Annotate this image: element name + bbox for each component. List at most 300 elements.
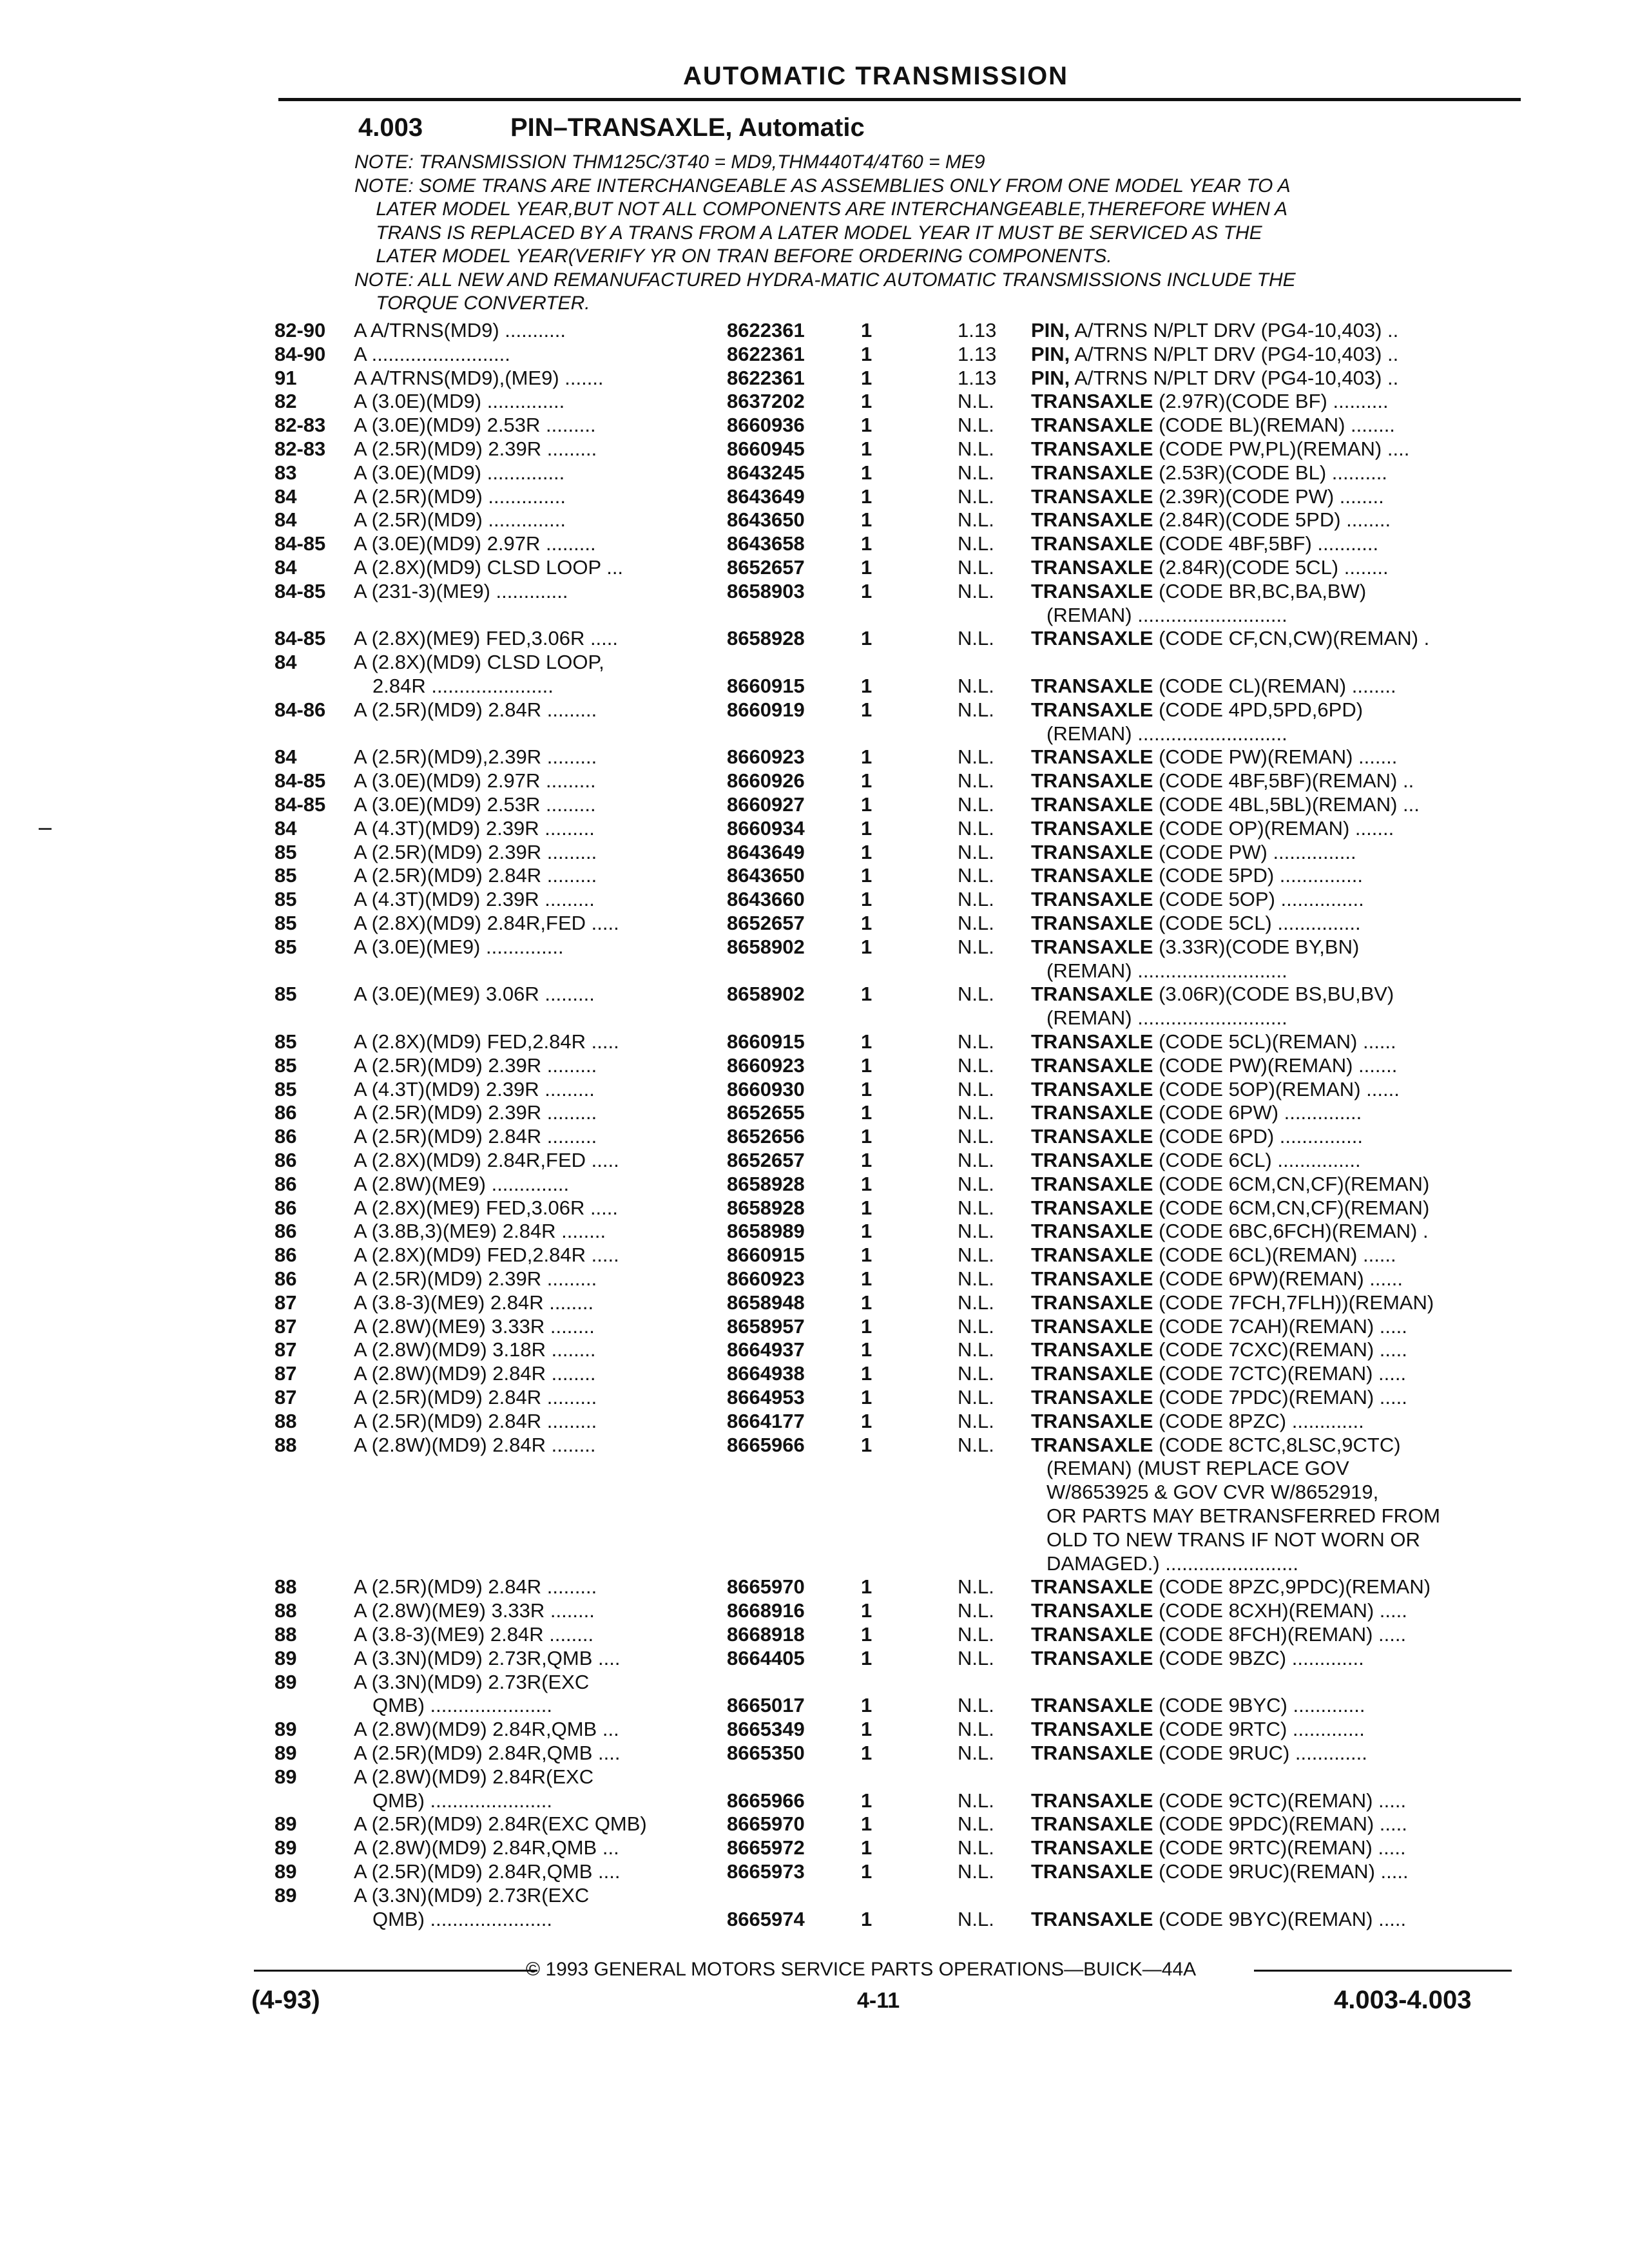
part-name-bold: TRANSAXLE: [1031, 794, 1153, 816]
part-name-detail: (2.84R)(CODE 5PD) ........: [1153, 509, 1391, 532]
model-year: 87: [275, 1291, 297, 1314]
part-name-bold: TRANSAXLE: [1031, 1387, 1153, 1408]
price: N.L.: [958, 1409, 994, 1432]
part-name-bold: TRANSAXLE: [1031, 438, 1153, 460]
part-name-bold: TRANSAXLE: [1031, 1291, 1153, 1314]
application-desc: A (4.3T)(MD9) 2.39R .........: [354, 889, 595, 911]
part-name-detail: A/TRNS N/PLT DRV (PG4-10,403) ..: [1070, 343, 1399, 365]
model-year: 86: [275, 1244, 297, 1267]
part-name-detail: (CODE 5CL)(REMAN) ......: [1153, 1031, 1396, 1053]
part-name: [1031, 390, 1501, 412]
model-year: 88: [275, 1433, 297, 1456]
part-name: [1031, 1079, 1501, 1100]
part-name-detail: (CODE 4BL,5BL)(REMAN) ...: [1153, 794, 1420, 816]
part-name-cont: (REMAN) (MUST REPLACE GOV: [1046, 1457, 1349, 1480]
model-year: 85: [275, 840, 297, 863]
part-name-bold: TRANSAXLE: [1031, 1268, 1153, 1290]
part-name-bold: TRANSAXLE: [1031, 1624, 1153, 1646]
part-number: 8660923: [727, 1267, 805, 1290]
part-number: 8664405: [727, 1646, 805, 1669]
model-year: 84-86: [275, 698, 326, 721]
part-name-detail: (CODE CL)(REMAN) ........: [1153, 675, 1396, 697]
model-year: 82-83: [275, 437, 326, 460]
part-name: [1031, 1316, 1501, 1338]
quantity: 1: [861, 1030, 872, 1053]
part-name-detail: (CODE 5OP)(REMAN) ......: [1153, 1078, 1400, 1100]
price: N.L.: [958, 485, 994, 508]
price: N.L.: [958, 556, 994, 579]
part-number: 8668918: [727, 1623, 805, 1646]
model-year: 89: [275, 1646, 297, 1669]
quantity: 1: [861, 1101, 872, 1124]
price: N.L.: [958, 1030, 994, 1053]
part-name: [1031, 486, 1501, 508]
part-name: [1031, 414, 1501, 436]
part-number: 8658928: [727, 627, 805, 650]
quantity: 1: [861, 1409, 872, 1432]
application-desc: A (2.5R)(MD9) ..............: [354, 509, 566, 532]
price: N.L.: [958, 1907, 994, 1930]
price: N.L.: [958, 1314, 994, 1338]
part-name: [1031, 1718, 1501, 1740]
application-desc: A (2.8X)(MD9) 2.84R,FED .....: [354, 912, 619, 934]
part-name: [1031, 936, 1501, 958]
part-name-detail: (CODE 8CTC,8LSC,9CTC): [1153, 1434, 1401, 1456]
model-year: 84-85: [275, 793, 326, 816]
note: NOTE: TRANSMISSION THM125C/3T40 = MD9,THM440T4/4T60 = ME9: [354, 151, 985, 173]
part-number: 8665973: [727, 1860, 805, 1883]
part-name-detail: (CODE 4BF,5BF)(REMAN) ..: [1153, 770, 1414, 793]
application-desc: A (2.8X)(MD9) FED,2.84R .....: [354, 1031, 619, 1053]
model-year: 86: [275, 1149, 297, 1171]
application-desc: A (2.8W)(ME9) 3.33R ........: [354, 1315, 595, 1338]
model-year: 84: [275, 816, 297, 840]
part-name: [1031, 462, 1501, 484]
part-name-detail: (CODE 8PZC,9PDC)(REMAN): [1153, 1576, 1431, 1599]
part-name: [1031, 1126, 1501, 1148]
quantity: 1: [861, 1575, 872, 1599]
part-number: 8622361: [727, 319, 805, 341]
price: N.L.: [958, 983, 994, 1006]
part-name-bold: TRANSAXLE: [1031, 1718, 1153, 1741]
application-desc: A .........................: [354, 343, 510, 365]
part-name: [1031, 1339, 1501, 1361]
price: N.L.: [958, 1575, 994, 1599]
part-number: 8664938: [727, 1362, 805, 1385]
quantity: 1: [861, 1267, 872, 1290]
part-name-cont: OR PARTS MAY BETRANSFERRED FROM: [1046, 1504, 1440, 1527]
footer-date-code: (4-93): [251, 1986, 320, 2014]
price: N.L.: [958, 912, 994, 934]
footer-rule-left: [254, 1970, 537, 1972]
part-name-detail: (CODE 9BZC) .............: [1153, 1647, 1364, 1669]
part-name-bold: TRANSAXLE: [1031, 1600, 1153, 1622]
part-number: 8660915: [727, 674, 805, 697]
part-number: 8643650: [727, 508, 805, 532]
quantity: 1: [861, 461, 872, 484]
quantity: 1: [861, 1125, 872, 1148]
quantity: 1: [861, 1362, 872, 1385]
model-year: 82-90: [275, 319, 326, 341]
price: N.L.: [958, 698, 994, 721]
part-number: 8660934: [727, 816, 805, 840]
part-number: 8622361: [727, 366, 805, 389]
part-name-bold: TRANSAXLE: [1031, 1149, 1153, 1171]
part-name-bold: TRANSAXLE: [1031, 509, 1153, 532]
price: N.L.: [958, 864, 994, 887]
part-name-bold: TRANSAXLE: [1031, 1363, 1153, 1385]
application-desc: A (3.0E)(ME9) 3.06R .........: [354, 983, 595, 1006]
part-name-bold: TRANSAXLE: [1031, 1742, 1153, 1764]
application-desc: A (2.5R)(MD9) 2.39R .........: [354, 1268, 597, 1290]
model-year: 86: [275, 1172, 297, 1195]
part-name: [1031, 983, 1501, 1005]
application-desc: A (4.3T)(MD9) 2.39R .........: [354, 817, 595, 840]
footer-rule-right: [1254, 1970, 1512, 1972]
application-desc: A (2.5R)(MD9) ..............: [354, 485, 566, 508]
footer-section-range: 4.003-4.003: [1334, 1986, 1472, 2014]
quantity: 1: [861, 793, 872, 816]
price: N.L.: [958, 508, 994, 532]
price: N.L.: [958, 935, 994, 958]
part-name-detail: (CODE 4BF,5BF) ...........: [1153, 533, 1379, 555]
part-number: 8660945: [727, 437, 805, 460]
part-name-bold: TRANSAXLE: [1031, 461, 1153, 484]
application-desc: A (2.8W)(MD9) 2.84R ........: [354, 1363, 596, 1385]
quantity: 1: [861, 912, 872, 934]
part-number: 8658957: [727, 1314, 805, 1338]
quantity: 1: [861, 864, 872, 887]
part-name-bold: TRANSAXLE: [1031, 1054, 1153, 1077]
model-year: 87: [275, 1338, 297, 1361]
part-name-detail: (CODE 9PDC)(REMAN) .....: [1153, 1813, 1407, 1836]
part-name-bold: TRANSAXLE: [1031, 1576, 1153, 1599]
part-name-detail: (CODE 8PZC) .............: [1153, 1410, 1364, 1432]
part-name-detail: (CODE PW,PL)(REMAN) ....: [1153, 438, 1410, 460]
quantity: 1: [861, 1623, 872, 1646]
part-name-bold: TRANSAXLE: [1031, 1220, 1153, 1243]
application-desc: A (2.8X)(ME9) FED,3.06R .....: [354, 628, 619, 650]
part-number: 8665966: [727, 1789, 805, 1812]
part-number: 8668916: [727, 1599, 805, 1622]
application-desc-cont: QMB) ......................: [372, 1908, 553, 1930]
part-name-detail: (CODE 7CXC)(REMAN) .....: [1153, 1339, 1407, 1361]
part-name-bold: TRANSAXLE: [1031, 1244, 1153, 1267]
part-name-bold: TRANSAXLE: [1031, 414, 1153, 437]
application-desc: A (2.8X)(MD9) CLSD LOOP ...: [354, 557, 624, 579]
footer-page-number: 4-11: [857, 1988, 900, 2013]
part-name-bold: TRANSAXLE: [1031, 912, 1153, 934]
price: N.L.: [958, 1077, 994, 1100]
application-desc: A A/TRNS(MD9) ...........: [354, 320, 566, 341]
part-number: 8643650: [727, 864, 805, 887]
part-name: [1031, 1387, 1501, 1408]
section-number: 4.003: [358, 113, 423, 142]
price: N.L.: [958, 1244, 994, 1267]
price: N.L.: [958, 1196, 994, 1219]
part-name-bold: TRANSAXLE: [1031, 557, 1153, 579]
part-number: 8660930: [727, 1077, 805, 1100]
model-year: 84-85: [275, 769, 326, 793]
part-name: [1031, 581, 1501, 602]
part-name-detail: (CODE 9RTC)(REMAN) .....: [1153, 1837, 1406, 1860]
part-number: 8665349: [727, 1718, 805, 1741]
price: N.L.: [958, 793, 994, 816]
application-desc: A (2.8X)(MD9) CLSD LOOP,: [354, 651, 604, 674]
part-name-detail: (CODE 6CL) ...............: [1153, 1149, 1361, 1171]
part-name-detail: (3.06R)(CODE BS,BU,BV): [1153, 983, 1394, 1006]
model-year: 85: [275, 1077, 297, 1100]
model-year: 88: [275, 1409, 297, 1432]
model-year: 85: [275, 983, 297, 1006]
part-name: [1031, 746, 1501, 768]
part-name-bold: TRANSAXLE: [1031, 1908, 1153, 1930]
part-number: 8622361: [727, 342, 805, 365]
page-header-title: AUTOMATIC TRANSMISSION: [683, 62, 1069, 90]
part-number: 8664177: [727, 1409, 805, 1432]
price: N.L.: [958, 1694, 994, 1717]
part-name-bold: TRANSAXLE: [1031, 1695, 1153, 1717]
part-name-detail: A/TRNS N/PLT DRV (PG4-10,403) ..: [1070, 320, 1399, 341]
price: 1.13: [958, 319, 997, 341]
part-number: 8665966: [727, 1433, 805, 1456]
application-desc: A (2.8W)(MD9) 2.84R,QMB ...: [354, 1718, 619, 1741]
part-name: [1031, 1861, 1501, 1883]
model-year: 86: [275, 1101, 297, 1124]
quantity: 1: [861, 1220, 872, 1243]
model-year: 85: [275, 912, 297, 934]
part-number: 8665970: [727, 1575, 805, 1599]
application-desc: A (3.3N)(MD9) 2.73R,QMB ....: [354, 1647, 621, 1669]
quantity: 1: [861, 1338, 872, 1361]
part-name-detail: (CODE 8CXH)(REMAN) .....: [1153, 1600, 1407, 1622]
quantity: 1: [861, 1053, 872, 1077]
application-desc: A (2.8W)(ME9) 3.33R ........: [354, 1600, 595, 1622]
part-number: 8660915: [727, 1030, 805, 1053]
quantity: 1: [861, 342, 872, 365]
model-year: 86: [275, 1220, 297, 1243]
part-name-detail: A/TRNS N/PLT DRV (PG4-10,403) ..: [1070, 367, 1399, 389]
part-name: [1031, 1648, 1501, 1669]
part-number: 8664937: [727, 1338, 805, 1361]
quantity: 1: [861, 1646, 872, 1669]
price: N.L.: [958, 888, 994, 911]
part-number: 8658928: [727, 1196, 805, 1219]
part-name: [1031, 1197, 1501, 1219]
part-number: 8637202: [727, 390, 805, 413]
price: N.L.: [958, 1172, 994, 1195]
price: N.L.: [958, 745, 994, 769]
part-name-detail: (CODE 6CM,CN,CF)(REMAN): [1153, 1196, 1430, 1219]
part-number: 8643649: [727, 840, 805, 863]
part-name: [1031, 1031, 1501, 1053]
quantity: 1: [861, 1836, 872, 1860]
part-name: [1031, 533, 1501, 555]
part-name-bold: TRANSAXLE: [1031, 1434, 1153, 1456]
part-name-bold: TRANSAXLE: [1031, 1861, 1153, 1883]
part-name-bold: TRANSAXLE: [1031, 817, 1153, 840]
quantity: 1: [861, 366, 872, 389]
quantity: 1: [861, 935, 872, 958]
part-name-bold: TRANSAXLE: [1031, 628, 1153, 650]
model-year: 85: [275, 888, 297, 911]
part-number: 8643660: [727, 888, 805, 911]
price: N.L.: [958, 1125, 994, 1148]
part-name: [1031, 1055, 1501, 1077]
price: N.L.: [958, 437, 994, 460]
part-name-bold: PIN,: [1031, 343, 1070, 365]
part-name-bold: TRANSAXLE: [1031, 770, 1153, 793]
part-name-detail: (3.33R)(CODE BY,BN): [1153, 936, 1360, 958]
quantity: 1: [861, 840, 872, 863]
quantity: 1: [861, 319, 872, 341]
quantity: 1: [861, 983, 872, 1006]
part-name-detail: (CODE PW) ...............: [1153, 841, 1356, 863]
part-name-bold: TRANSAXLE: [1031, 485, 1153, 508]
part-name-detail: (CODE 9CTC)(REMAN) .....: [1153, 1789, 1407, 1812]
application-desc: A (2.8W)(MD9) 3.18R ........: [354, 1339, 596, 1361]
part-name: [1031, 557, 1501, 579]
application-desc: A (2.5R)(MD9) 2.39R .........: [354, 1054, 597, 1077]
part-name-bold: TRANSAXLE: [1031, 1837, 1153, 1860]
part-number: 8658948: [727, 1291, 805, 1314]
quantity: 1: [861, 556, 872, 579]
quantity: 1: [861, 1314, 872, 1338]
price: N.L.: [958, 1599, 994, 1622]
quantity: 1: [861, 1291, 872, 1314]
quantity: 1: [861, 627, 872, 650]
application-desc: A (2.5R)(MD9) 2.84R(EXC QMB): [354, 1813, 647, 1836]
price: 1.13: [958, 342, 997, 365]
part-name-bold: TRANSAXLE: [1031, 580, 1153, 602]
section-title: PIN–TRANSAXLE, Automatic: [510, 113, 865, 142]
price: N.L.: [958, 1812, 994, 1836]
part-name: [1031, 889, 1501, 910]
model-year: 84: [275, 508, 297, 532]
part-name: [1031, 770, 1501, 792]
part-name: [1031, 1173, 1501, 1195]
price: N.L.: [958, 1623, 994, 1646]
model-year: 88: [275, 1623, 297, 1646]
part-number: 8643245: [727, 461, 805, 484]
model-year: 86: [275, 1125, 297, 1148]
model-year: 91: [275, 366, 297, 389]
quantity: 1: [861, 888, 872, 911]
part-name-detail: (CODE 6CL)(REMAN) ......: [1153, 1244, 1396, 1267]
price: N.L.: [958, 1338, 994, 1361]
part-name-bold: TRANSAXLE: [1031, 1339, 1153, 1361]
part-name: [1031, 1837, 1501, 1859]
application-desc: A (3.8-3)(ME9) 2.84R ........: [354, 1291, 594, 1314]
part-name-detail: (CODE OP)(REMAN) .......: [1153, 817, 1394, 840]
part-number: 8658903: [727, 579, 805, 602]
part-name: [1031, 1742, 1501, 1764]
part-name: [1031, 1576, 1501, 1598]
quantity: 1: [861, 674, 872, 697]
application-desc: A (2.5R)(MD9) 2.84R .........: [354, 1387, 597, 1408]
quantity: 1: [861, 1077, 872, 1100]
application-desc: A (231-3)(ME9) .............: [354, 580, 568, 602]
model-year: 89: [275, 1765, 297, 1788]
price: N.L.: [958, 1267, 994, 1290]
header-rule: [278, 98, 1521, 101]
part-name: [1031, 1813, 1501, 1835]
application-desc: A (2.8W)(MD9) 2.84R,QMB ...: [354, 1837, 619, 1860]
price: N.L.: [958, 769, 994, 793]
part-number: 8660915: [727, 1244, 805, 1267]
part-name: [1031, 438, 1501, 460]
quantity: 1: [861, 1694, 872, 1717]
application-desc: A (2.8X)(ME9) FED,3.06R .....: [354, 1196, 619, 1219]
price: N.L.: [958, 627, 994, 650]
price: N.L.: [958, 461, 994, 484]
part-number: 8652657: [727, 556, 805, 579]
part-name-detail: (CODE 9RUC)(REMAN) .....: [1153, 1861, 1409, 1883]
model-year: 83: [275, 461, 297, 484]
part-name: [1031, 699, 1501, 721]
part-number: 8665972: [727, 1836, 805, 1860]
part-number: 8660923: [727, 745, 805, 769]
model-year: 84: [275, 485, 297, 508]
quantity: 1: [861, 1386, 872, 1408]
part-number: 8665017: [727, 1694, 805, 1717]
quantity: 1: [861, 1196, 872, 1219]
part-name-detail: (CODE 6BC,6FCH)(REMAN) .: [1153, 1220, 1429, 1243]
model-year: 84-85: [275, 532, 326, 555]
part-number: 8665970: [727, 1812, 805, 1836]
part-name-detail: (CODE 5OP) ...............: [1153, 889, 1364, 911]
quantity: 1: [861, 1860, 872, 1883]
part-name-detail: (CODE 9RUC) .............: [1153, 1742, 1367, 1764]
part-name: [1031, 1268, 1501, 1290]
part-name-bold: TRANSAXLE: [1031, 1031, 1153, 1053]
application-desc: A (3.0E)(MD9) 2.53R .........: [354, 794, 596, 816]
part-name-bold: TRANSAXLE: [1031, 698, 1153, 721]
part-name-cont: W/8653925 & GOV CVR W/8652919,: [1046, 1481, 1379, 1504]
quantity: 1: [861, 579, 872, 602]
model-year: 82-83: [275, 414, 326, 437]
part-name-bold: TRANSAXLE: [1031, 936, 1153, 958]
price: N.L.: [958, 1386, 994, 1408]
part-name: [1031, 1790, 1501, 1812]
quantity: 1: [861, 1742, 872, 1764]
part-name-bold: TRANSAXLE: [1031, 675, 1153, 697]
part-name-bold: TRANSAXLE: [1031, 1173, 1153, 1195]
part-name-bold: TRANSAXLE: [1031, 1102, 1153, 1124]
part-name-bold: TRANSAXLE: [1031, 983, 1153, 1006]
part-name: [1031, 865, 1501, 887]
application-desc: A (2.5R)(MD9) 2.84R .........: [354, 865, 597, 887]
price: N.L.: [958, 579, 994, 602]
part-number: 8643649: [727, 485, 805, 508]
part-number: 8652655: [727, 1101, 805, 1124]
application-desc: A (2.5R)(MD9),2.39R .........: [354, 746, 597, 769]
application-desc: A (4.3T)(MD9) 2.39R .........: [354, 1078, 595, 1100]
part-number: 8658989: [727, 1220, 805, 1243]
part-name-cont: OLD TO NEW TRANS IF NOT WORN OR: [1046, 1528, 1420, 1551]
part-name-detail: (CODE 9BYC)(REMAN) .....: [1153, 1908, 1407, 1930]
part-name-detail: (CODE 9BYC) .............: [1153, 1695, 1365, 1717]
part-name: [1031, 1220, 1501, 1242]
model-year: 87: [275, 1362, 297, 1385]
model-year: 85: [275, 935, 297, 958]
price: N.L.: [958, 1646, 994, 1669]
part-number: 8658902: [727, 935, 805, 958]
part-name-detail: (CODE 6CM,CN,CF)(REMAN): [1153, 1173, 1430, 1195]
notes-block: [354, 151, 1514, 316]
application-desc-cont: 2.84R ......................: [372, 675, 554, 697]
part-name-detail: (CODE 5CL) ...............: [1153, 912, 1361, 934]
